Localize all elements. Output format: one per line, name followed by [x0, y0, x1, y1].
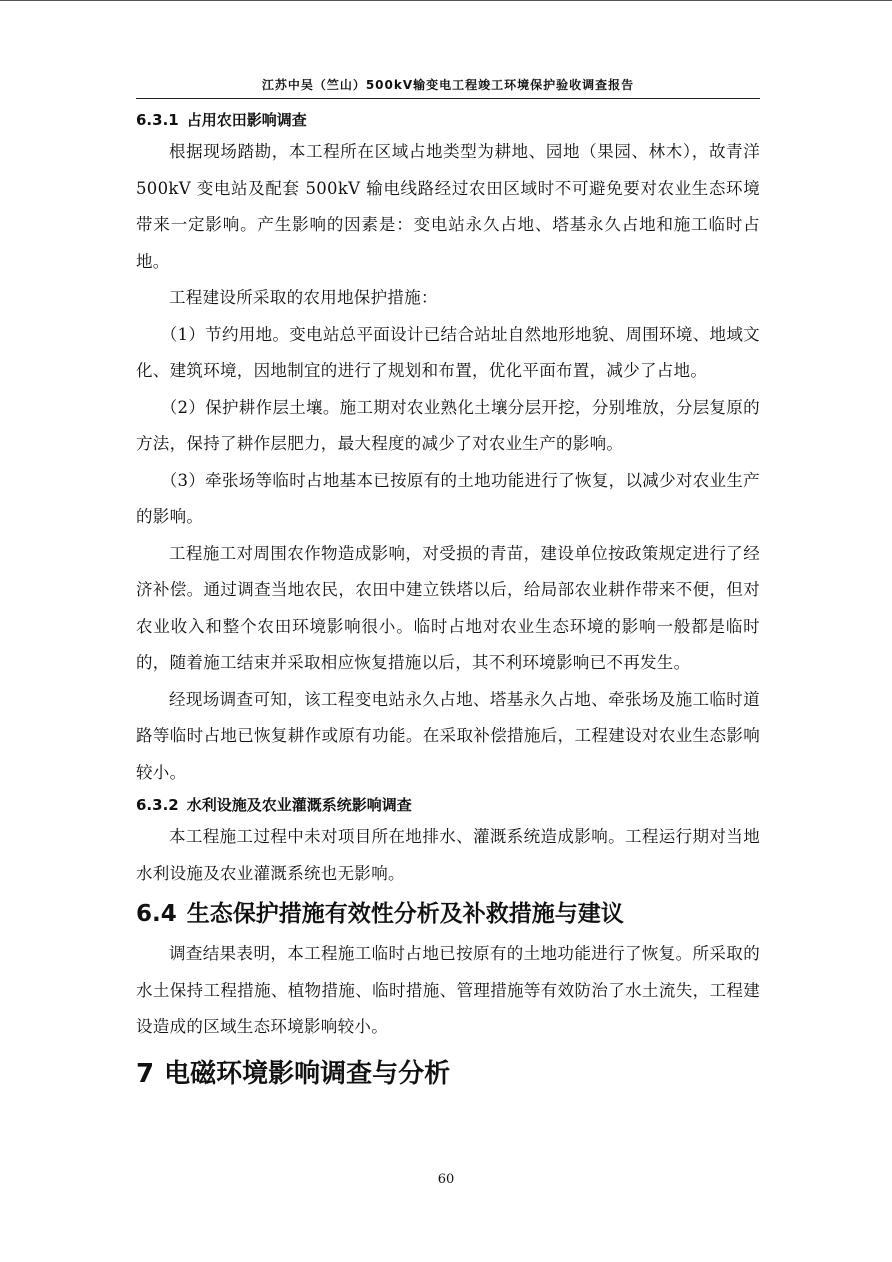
section-heading-6-3-2 [136, 791, 760, 819]
section-title: 占用农田影响调查 [186, 111, 307, 129]
section-number: 6.4 [136, 901, 177, 927]
chapter-heading-7 [136, 1054, 760, 1094]
section-number: 6.3.2 [136, 796, 179, 814]
top-border-line [0, 0, 892, 1]
running-header: 江苏中吴（竺山）500kV输变电工程竣工环境保护验收调查报告 [261, 78, 635, 92]
section-heading-6-3-1 [136, 106, 760, 134]
paragraph: 工程施工对周围农作物造成影响，对受损的青苗，建设单位按政策规定进行了经济补偿。通过调查当地农民，农田中建立铁塔以后，给局部农业耕作带来不便，但对农业收入和整个农田环境影响很小。临时占地对农业生态环境的影响一般都是临时的，随着施工结束并采取相应恢复措施以后，其不利环境影响已不再发生。 [136, 543, 760, 672]
paragraph: 调查结果表明，本工程施工临时占地已按原有的土地功能进行了恢复。所采取的水土保持工程措施、植物措施、临时措施、管理措施等有效防治了水土流失，工程建设造成的区域生态环境影响较小。 [136, 944, 760, 1036]
section-number: 6.3.1 [136, 111, 179, 129]
paragraph: 工程建设所采取的农用地保护措施： [169, 288, 438, 307]
chapter-title: 电磁环境影响调查与分析 [164, 1058, 451, 1089]
list-item: （3）牵张场等临时占地基本已按原有的土地功能进行了恢复，以减少对农业生产的影响。 [136, 470, 760, 526]
header-rule [136, 98, 760, 99]
paragraph: 经现场调查可知，该工程变电站永久占地、塔基永久占地、牵张场及施工临时道路等临时占地已恢复耕作或原有功能。在采取补偿措施后，工程建设对农业生态影响较小。 [136, 689, 760, 782]
section-heading-6-4 [136, 896, 760, 932]
section-title: 水利设施及农业灌溉系统影响调查 [186, 796, 412, 814]
chapter-number: 7 [136, 1058, 155, 1089]
paragraph: 本工程施工过程中未对项目所在地排水、灌溉系统造成影响。工程运行期对当地水利设施及农业灌溉系统也无影响。 [136, 827, 760, 883]
page-number: 60 [437, 1172, 455, 1187]
paragraph: 根据现场踏勘，本工程所在区域占地类型为耕地、园地（果园、林木），故青洋 500kV 变电站及配套 500kV 输电线路经过农田区域时不可避免要对农业生态环境带来一定影响。产生影响的因素是：变电站永久占地、塔基永久占地和施工临时占地。 [136, 142, 760, 271]
list-item: （2）保护耕作层土壤。施工期对农业熟化土壤分层开挖，分别堆放，分层复原的方法，保持了耕作层肥力，最大程度的减少了对农业生产的影响。 [136, 397, 760, 453]
section-title: 生态保护措施有效性分析及补救措施与建议 [186, 901, 624, 927]
list-item: （1）节约用地。变电站总平面设计已结合站址自然地形地貌、周围环境、地域文化、建筑环境，因地制宜的进行了规划和布置，优化平面布置，减少了占地。 [136, 324, 760, 380]
page-body [136, 106, 760, 1094]
